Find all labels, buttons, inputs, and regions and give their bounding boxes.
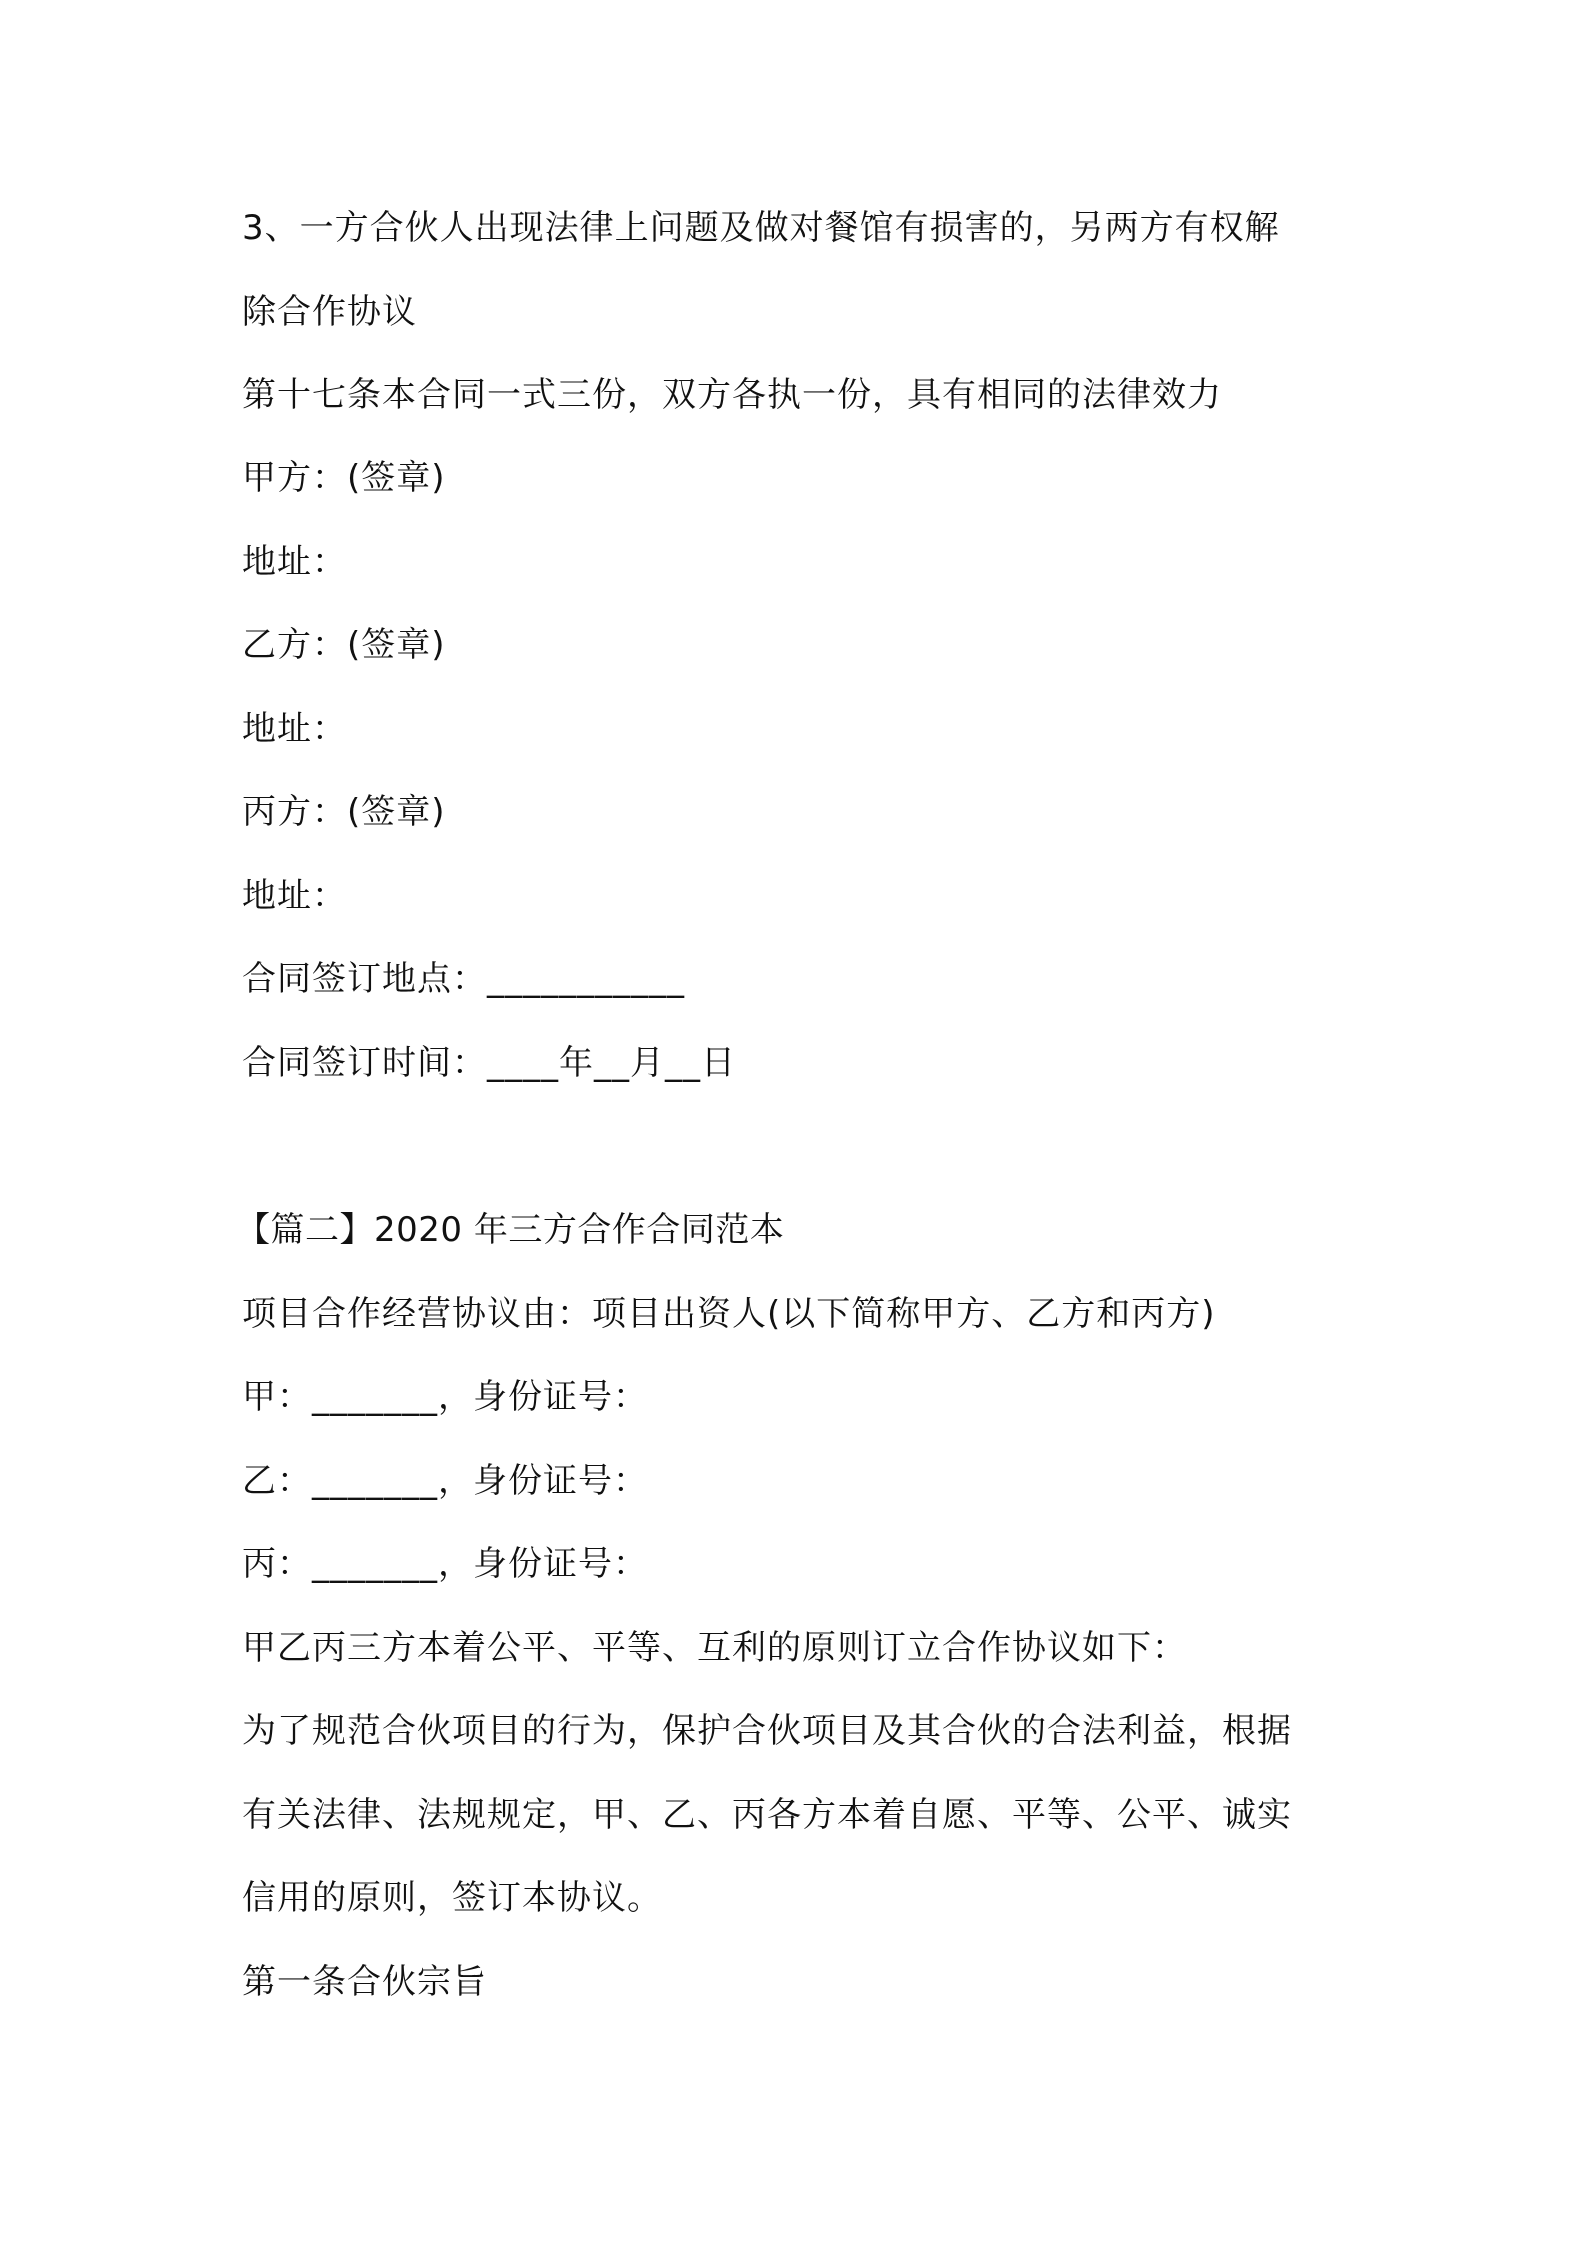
- party-a-address: 地址：: [242, 542, 347, 582]
- party-c-signature: 丙方：(签章): [242, 792, 446, 832]
- party-c-id-line: 丙：_______，身份证号：: [242, 1544, 648, 1584]
- party-a-id-line: 甲：_______，身份证号：: [242, 1377, 648, 1417]
- purpose-line-3: 信用的原则，签订本协议。: [242, 1878, 662, 1918]
- principle-statement: 甲乙丙三方本着公平、平等、互利的原则订立合作协议如下：: [242, 1628, 1187, 1668]
- signing-date: 合同签订时间：____年__月__日: [242, 1043, 736, 1083]
- party-c-address: 地址：: [242, 876, 347, 916]
- section-heading: 【篇二】2020 年三方合作合同范本: [236, 1210, 785, 1250]
- clause-3-line-1: 3、一方合伙人出现法律上问题及做对餐馆有损害的，另两方有权解: [242, 208, 1280, 248]
- clause-3-line-2: 除合作协议: [242, 292, 417, 332]
- article-17: 第十七条本合同一式三份，双方各执一份，具有相同的法律效力: [242, 375, 1222, 415]
- party-b-address: 地址：: [242, 709, 347, 749]
- purpose-line-1: 为了规范合伙项目的行为，保护合伙项目及其合伙的合法利益，根据: [242, 1711, 1292, 1751]
- party-a-signature: 甲方：(签章): [242, 458, 446, 498]
- article-1-title: 第一条合伙宗旨: [242, 1962, 487, 2002]
- purpose-line-2: 有关法律、法规规定，甲、乙、丙各方本着自愿、平等、公平、诚实: [242, 1795, 1292, 1835]
- agreement-intro: 项目合作经营协议由：项目出资人(以下简称甲方、乙方和丙方): [242, 1294, 1216, 1334]
- party-b-signature: 乙方：(签章): [242, 625, 446, 665]
- signing-place: 合同签订地点：___________: [242, 959, 685, 999]
- party-b-id-line: 乙：_______，身份证号：: [242, 1461, 648, 1501]
